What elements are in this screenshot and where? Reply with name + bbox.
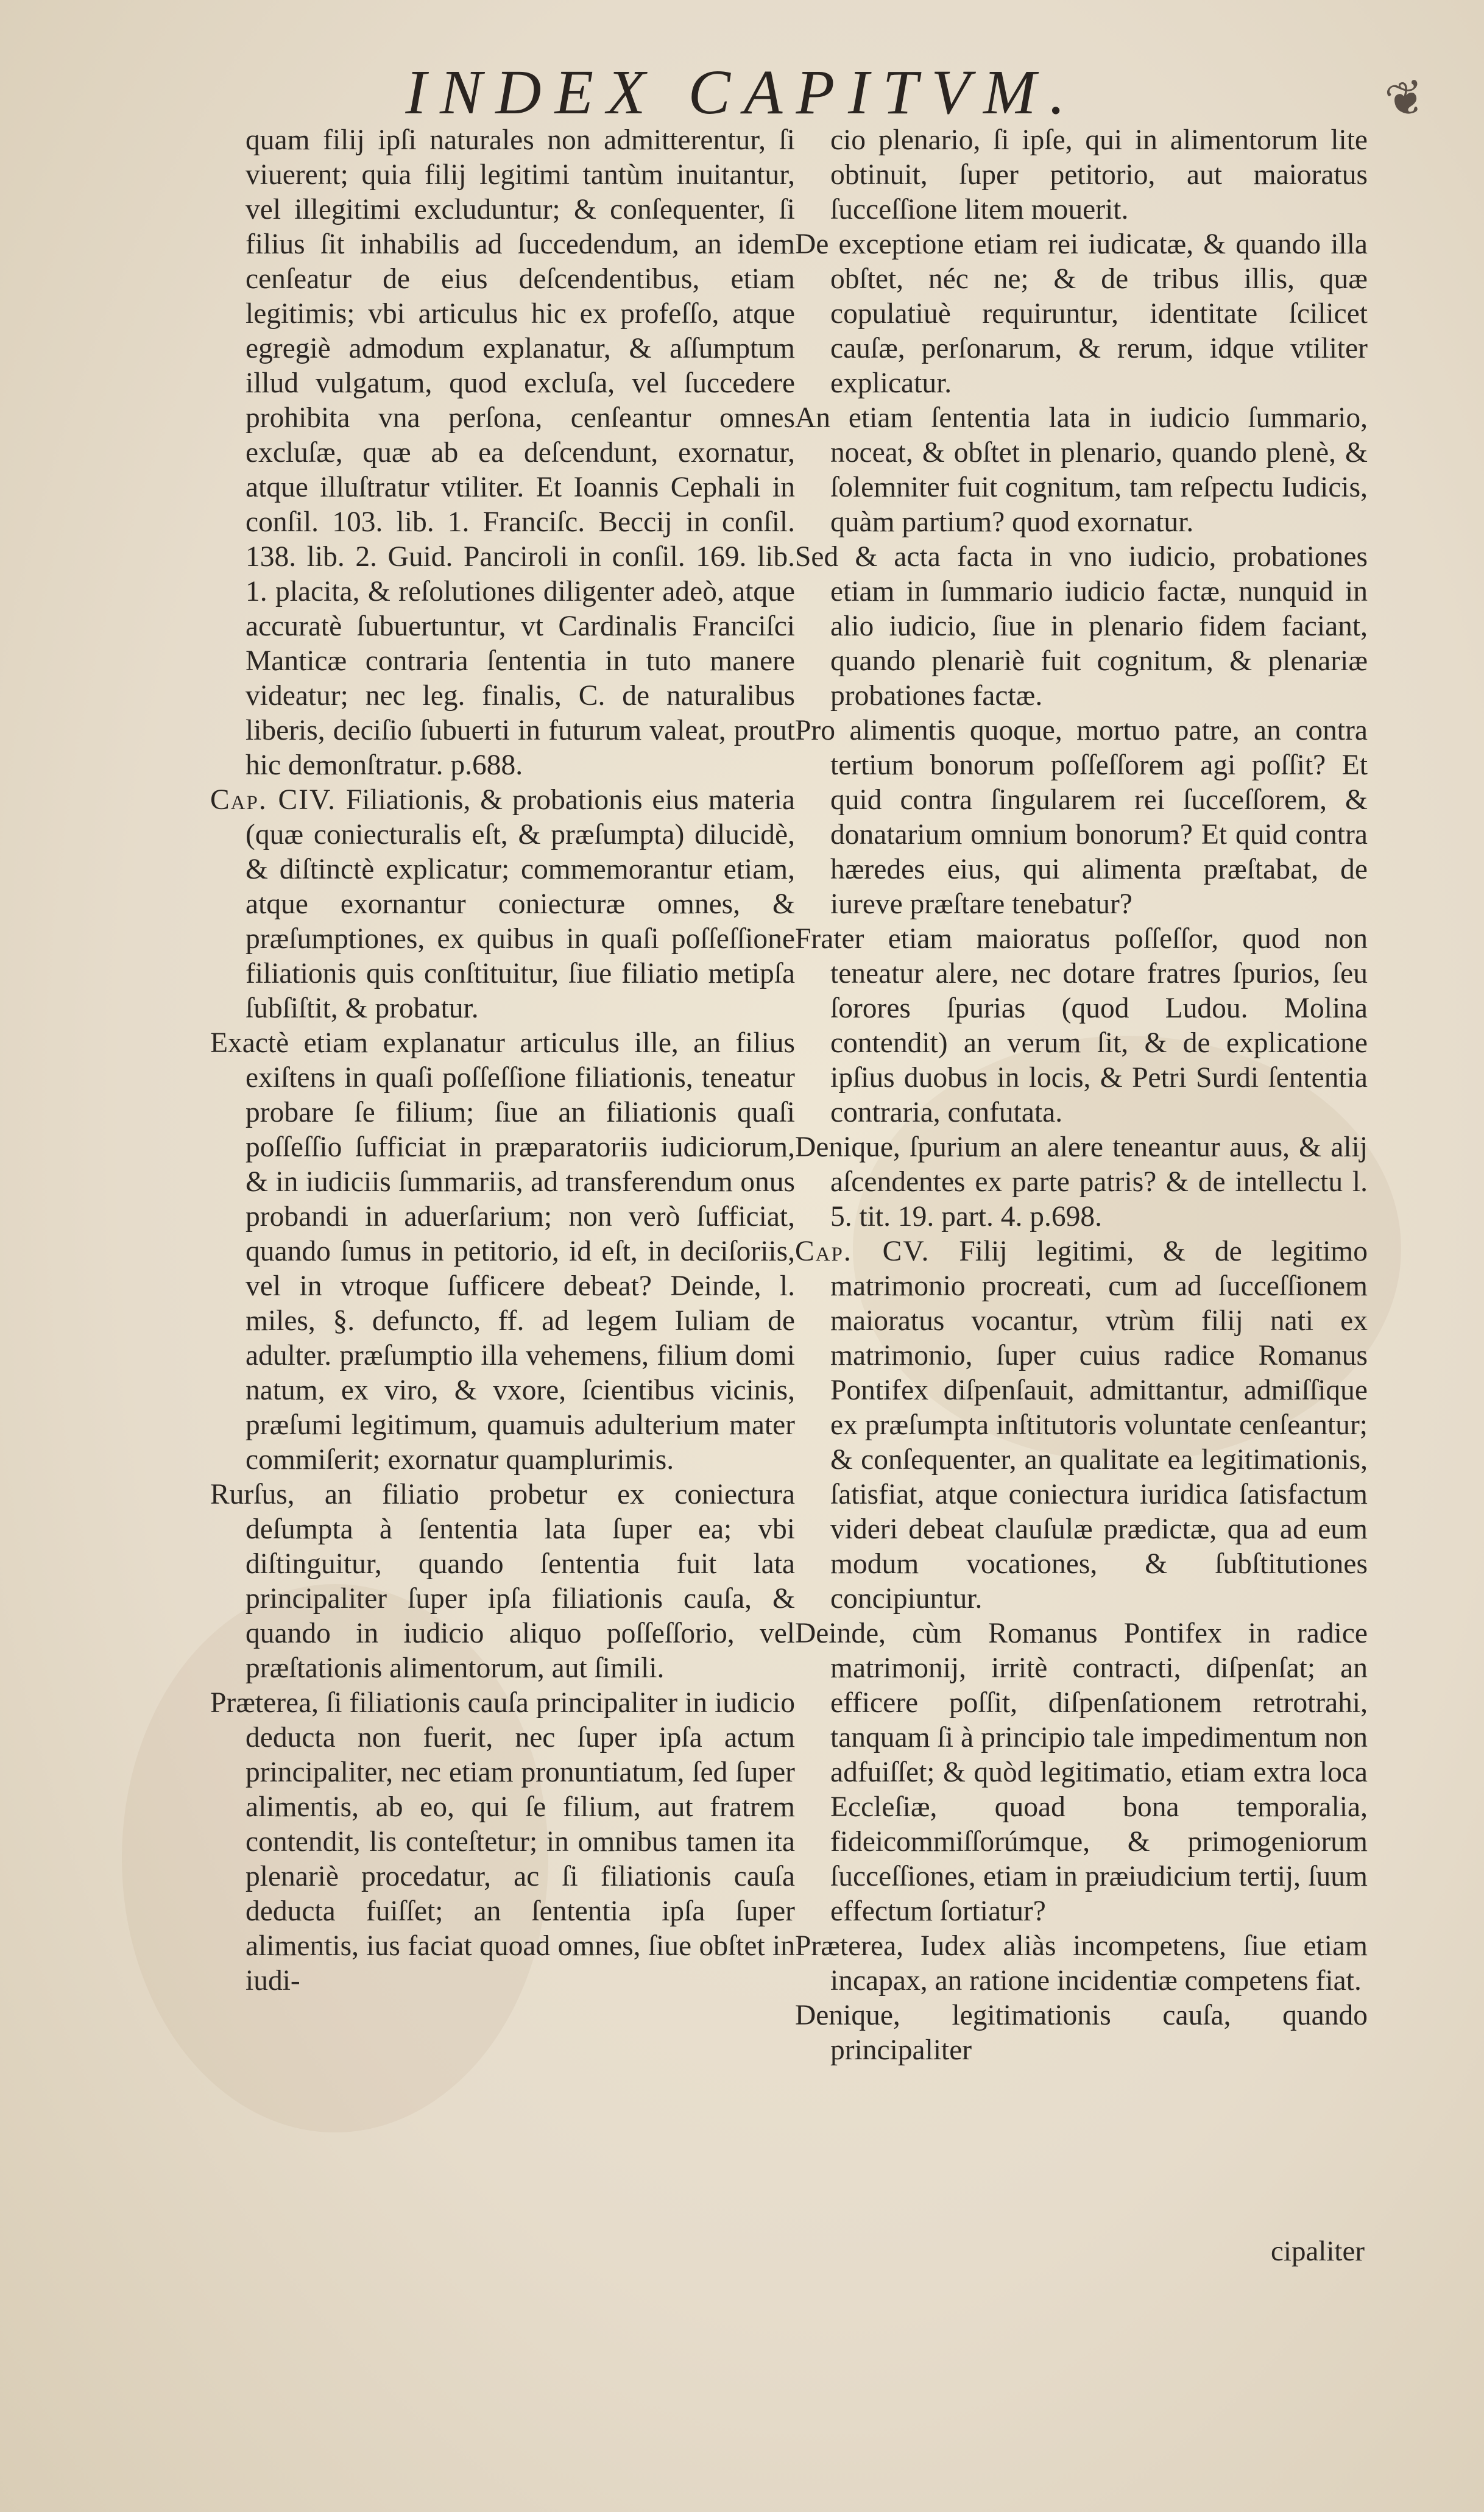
index-entry <box>795 1616 1368 1929</box>
chapter-number: Cap. CV. <box>795 1236 930 1267</box>
index-entry <box>795 713 1368 922</box>
chapter-number: Cap. CIV. <box>210 784 337 816</box>
right-column <box>795 123 1368 2068</box>
index-entry <box>795 922 1368 1130</box>
index-entry <box>210 123 795 783</box>
entry-text: Exactè etiam explanatur articulus ille, an filius exiſtens in quaſi poſſeſſione filiationis, teneatur probare ſe filium; ſiue an filiationis quaſi poſſeſſio ſufficiat in præparatoriis iudiciorum, & in iudiciis ſummariis, ad transferendum onus probandi in aduerſarium; non verò ſufficiat, quando ſumus in petitorio, id eſt, in deciſoriis, vel in vtroque ſufficere debeat? Deinde, l. miles, §. defuncto, ff. ad legem Iuliam de adulter. præſumptio illa vehemens, filium domi natum, ex viro, & vxore, ſcientibus vicinis, præſumi legitimum, quamuis adulterium mater commiſerit; exornatur quamplurimis. <box>210 1027 795 1476</box>
entry-text: An etiam ſententia lata in iudicio ſummario, noceat, & obſtet in plenario, quando plenè, & ſolemniter fuit cognitum, tam reſpectu Iudicis, quàm partium? quod exornatur. <box>795 402 1368 538</box>
index-entry <box>795 1929 1368 1998</box>
catchword: cipaliter <box>1271 2235 1365 2267</box>
index-entry <box>210 783 795 1026</box>
entry-text: Filiationis, & probationis eius materia (quæ coniecturalis eſt, & præſumpta) dilucidè, & diſtinctè explicatur; commemorantur etiam, atque exornantur coniecturæ omnes, & præſumptiones, ex quibus in quaſi poſſeſſione filiationis quis conſtituitur, ſiue filiatio metipſa ſubſiſtit, & probatur. <box>246 784 796 1024</box>
entry-text: cio plenario, ſi ipſe, qui in alimentorum lite obtinuit, ſuper petitorio, aut maioratus ſucceſſione litem mouerit. <box>830 124 1368 225</box>
index-entry <box>795 1130 1368 1234</box>
corner-ornament-icon: ❦ <box>1380 68 1432 130</box>
entry-text: Pro alimentis quoque, mortuo patre, an contra tertium bonorum poſſeſſorem agi poſſit? Et quid contra ſingularem rei ſucceſſorem, & donatarium omnium bonorum? Et quid contra hæredes eius, qui alimenta præſtabat, de iureve præſtare tenebatur? <box>795 715 1368 920</box>
entry-text: quam filij ipſi naturales non admitterentur, ſi viuerent; quia filij legitimi tantùm inuitantur, vel illegitimi excluduntur; & conſequenter, ſi filius ſit inhabilis ad ſuccedendum, an idem cenſeatur de eius deſcendentibus, etiam legitimis; vbi articulus hic ex profeſſo, atque egregiè admodum explanatur, & aſſumptum illud vulgatum, quod excluſa, vel ſuccedere prohibita vna perſona, cenſeantur omnes excluſæ, quæ ab ea deſcendunt, exornatur, atque illuſtratur vtiliter. Et Ioannis Cephali in conſil. 103. lib. 1. Franciſc. Beccij in conſil. 138. lib. 2. Guid. Panciroli in conſil. 169. lib. 1. placita, & reſolutiones diligenter adeò, atque accuratè ſubuertuntur, vt Cardinalis Franciſci Manticæ contraria ſententia in tuto manere videatur; nec leg. finalis, C. de naturalibus liberis, deciſio ſubuerti in futurum valeat, prout hic demonſtratur. p.688. <box>246 124 795 781</box>
index-entry <box>795 123 1368 227</box>
index-entry <box>795 227 1368 401</box>
index-entry <box>795 1998 1368 2068</box>
entry-text: Filij legitimi, & de legitimo matrimonio procreati, cum ad ſucceſſionem maioratus vocantur, vtrùm filij nati ex matrimonio, ſuper cuius radice Romanus Pontifex diſpenſauit, admittantur, admiſſique ex præſumpta inſtitutoris voluntate cenſeantur; & conſequenter, an qualitate ea legitimationis, ſatisfiat, atque coniectura iuridica ſatisfactum videri debeat clauſulæ prædictæ, qua ad eum modum vocationes, & ſubſtitutiones concipiuntur. <box>830 1236 1368 1615</box>
entry-text: Frater etiam maioratus poſſeſſor, quod non teneatur alere, nec dotare fratres ſpurios, ſeu ſorores ſpurias (quod Ludou. Molina contendit) an verum ſit, & de explicatione ipſius duobus in locis, & Petri Surdi ſententia contraria, confutata. <box>795 923 1368 1128</box>
entry-text: De exceptione etiam rei iudicatæ, & quando illa obſtet, néc ne; & de tribus illis, quæ copulatiuè requiruntur, identitate ſcilicet cauſæ, perſonarum, & rerum, idque vtiliter explicatur. <box>795 228 1368 399</box>
index-entry <box>210 1026 795 1477</box>
entry-text: Sed & acta facta in vno iudicio, probationes etiam in ſummario iudicio factæ, nunquid in alio iudicio, ſiue in plenario fidem faciant, quando plenariè fuit cognitum, & plenariæ probationes factæ. <box>795 541 1368 712</box>
index-entry <box>210 1477 795 1686</box>
index-entry <box>795 540 1368 713</box>
left-column <box>210 123 795 1998</box>
entry-text: Præterea, ſi filiationis cauſa principaliter in iudicio deducta non fuerit, nec ſuper ipſa actum principaliter, nec etiam pronuntiatum, ſed ſuper alimentis, ab eo, qui ſe filium, aut fratrem contendit, lis conteſtetur; in omnibus tamen ita plenariè procedatur, ac ſi filiationis cauſa deducta fuiſſet; an ſententia ipſa ſuper alimentis, ius faciat quoad omnes, ſiue obſtet in iudi- <box>210 1687 795 1997</box>
index-entry <box>795 1234 1368 1616</box>
entry-text: Deinde, cùm Romanus Pontifex in radice matrimonij, irritè contracti, diſpenſat; an efficere poſſit, diſpenſationem retrotrahi, tanquam ſi à principio tale impedimentum non adfuiſſet; & quòd legitimatio, etiam extra loca Eccleſiæ, quoad bona temporalia, fideicommiſſorúmque, & primogeniorum ſucceſſiones, etiam in præiudicium tertij, ſuum effectum ſortiatur? <box>795 1618 1368 1927</box>
entry-text: Denique, legitimationis cauſa, quando principaliter <box>795 2000 1368 2066</box>
entry-text: Rurſus, an filiatio probetur ex coniectura deſumpta à ſententia lata ſuper ea; vbi diſtinguitur, quando ſententia fuit lata principaliter ſuper ipſa filiationis cauſa, & quando in iudicio aliquo poſſeſſorio, vel præſtationis alimentorum, aut ſimili. <box>210 1479 795 1684</box>
index-entry <box>795 401 1368 540</box>
entry-text: Præterea, Iudex aliàs incompetens, ſiue etiam incapax, an ratione incidentiæ competens fiat. <box>795 1930 1368 1997</box>
running-head: INDEX CAPITVM. <box>405 57 1079 127</box>
index-entry <box>210 1686 795 1998</box>
entry-text: Denique, ſpurium an alere teneantur auus, & alij aſcendentes ex parte patris? & de intellectu l. 5. tit. 19. part. 4. p.698. <box>795 1131 1368 1233</box>
